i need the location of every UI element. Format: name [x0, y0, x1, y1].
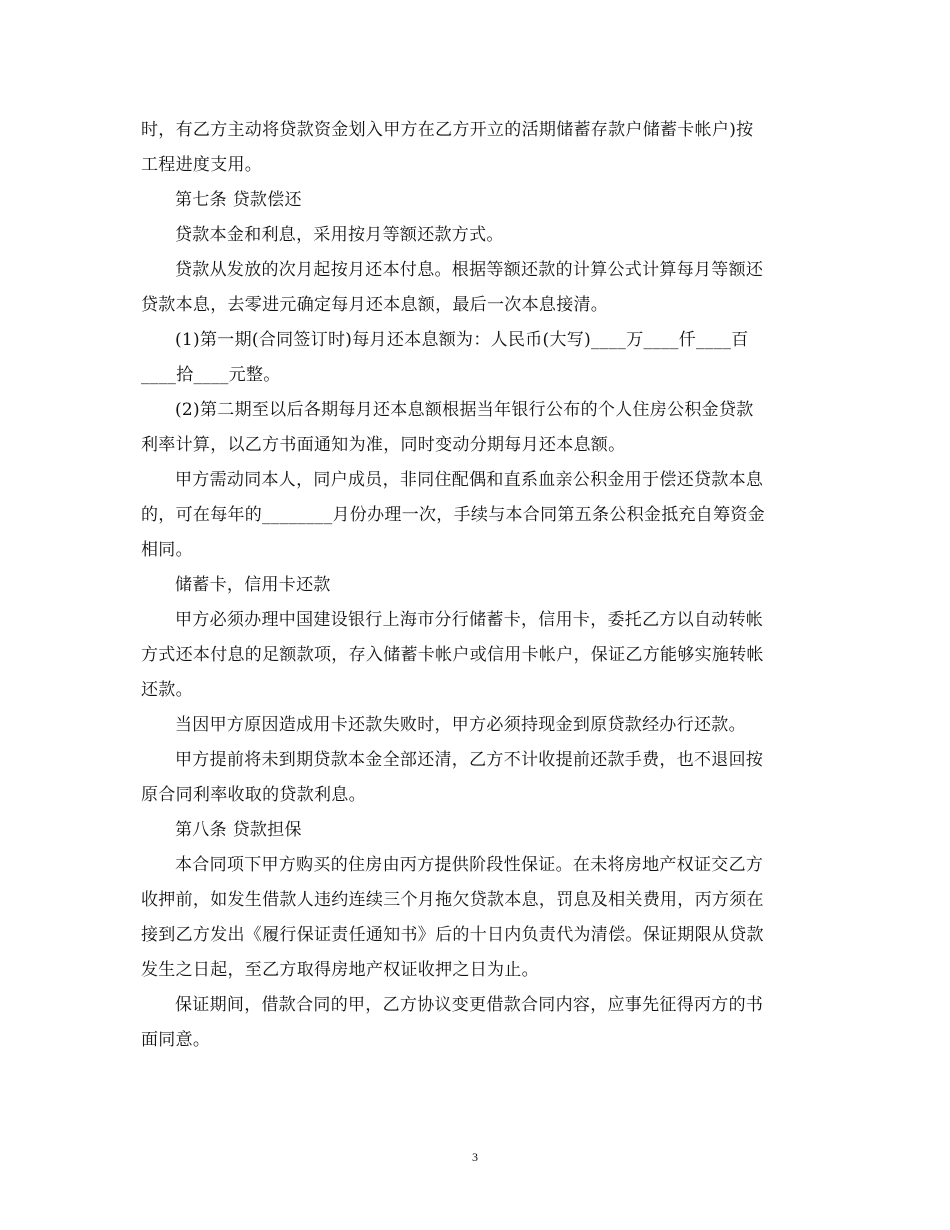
text-line: (1)第一期(合同签订时)每月还本息额为：人民币(大写)____万____仟____百	[175, 330, 749, 350]
text-line: 收押前，如发生借款人违约连续三个月拖欠贷款本息，罚息及相关费用，丙方须在	[141, 890, 764, 910]
text-line: 贷款本金和利息，采用按月等额还款方式。	[175, 225, 504, 245]
text-line: 本合同项下甲方购买的住房由丙方提供阶段性保证。在未将房地产权证交乙方	[175, 855, 764, 875]
section-heading: 第八条 贷款担保	[175, 820, 302, 840]
text-line: 甲方提前将未到期贷款本金全部还清，乙方不计收提前还款手费，也不退回按	[175, 750, 764, 770]
text-line: 接到乙方发出《履行保证责任通知书》后的十日内负责代为清偿。保证期限从贷款	[141, 925, 764, 945]
text-line: (2)第二期至以后各期每月还本息额根据当年银行公布的个人住房公积金贷款	[175, 400, 754, 420]
text-line: 相同。	[141, 540, 193, 560]
text-line: 原合同利率收取的贷款利息。	[141, 785, 366, 805]
text-line: 的，可在每年的________月份办理一次，手续与本合同第五条公积金抵充自筹资金	[141, 505, 765, 525]
text-line: 甲方必须办理中国建设银行上海市分行储蓄卡，信用卡，委托乙方以自动转帐	[175, 610, 764, 630]
text-line: 甲方需动同本人，同户成员，非同住配偶和直系血亲公积金用于偿还贷款本息	[175, 470, 764, 490]
text-line: ____拾____元整。	[141, 365, 281, 385]
text-line: 方式还本付息的足额款项，存入储蓄卡帐户或信用卡帐户，保证乙方能够实施转帐	[141, 645, 764, 665]
document-body	[141, 113, 811, 1058]
section-heading: 第七条 贷款偿还	[175, 190, 302, 210]
text-line: 当因甲方原因造成用卡还款失败时，甲方必须持现金到原贷款经办行还款。	[175, 715, 746, 735]
text-line: 保证期间，借款合同的甲，乙方协议变更借款合同内容，应事先征得丙方的书	[175, 995, 764, 1015]
text-line: 贷款本息，去零进元确定每月还本息额，最后一次本息接清。	[141, 295, 609, 315]
text-line: 发生之日起，至乙方取得房地产权证收押之日为止。	[141, 960, 539, 980]
text-line: 还款。	[141, 680, 193, 700]
text-line: 时，有乙方主动将贷款资金划入甲方在乙方开立的活期储蓄存款户储蓄卡帐户)按	[141, 120, 754, 140]
section-heading: 储蓄卡，信用卡还款	[175, 575, 331, 595]
page-number: 3	[472, 1150, 478, 1164]
text-line: 工程进度支用。	[141, 155, 263, 175]
text-line: 利率计算，以乙方书面通知为准，同时变动分期每月还本息额。	[141, 435, 626, 455]
text-line: 面同意。	[141, 1030, 211, 1050]
text-line: 贷款从发放的次月起按月还本付息。根据等额还款的计算公式计算每月等额还	[175, 260, 764, 280]
